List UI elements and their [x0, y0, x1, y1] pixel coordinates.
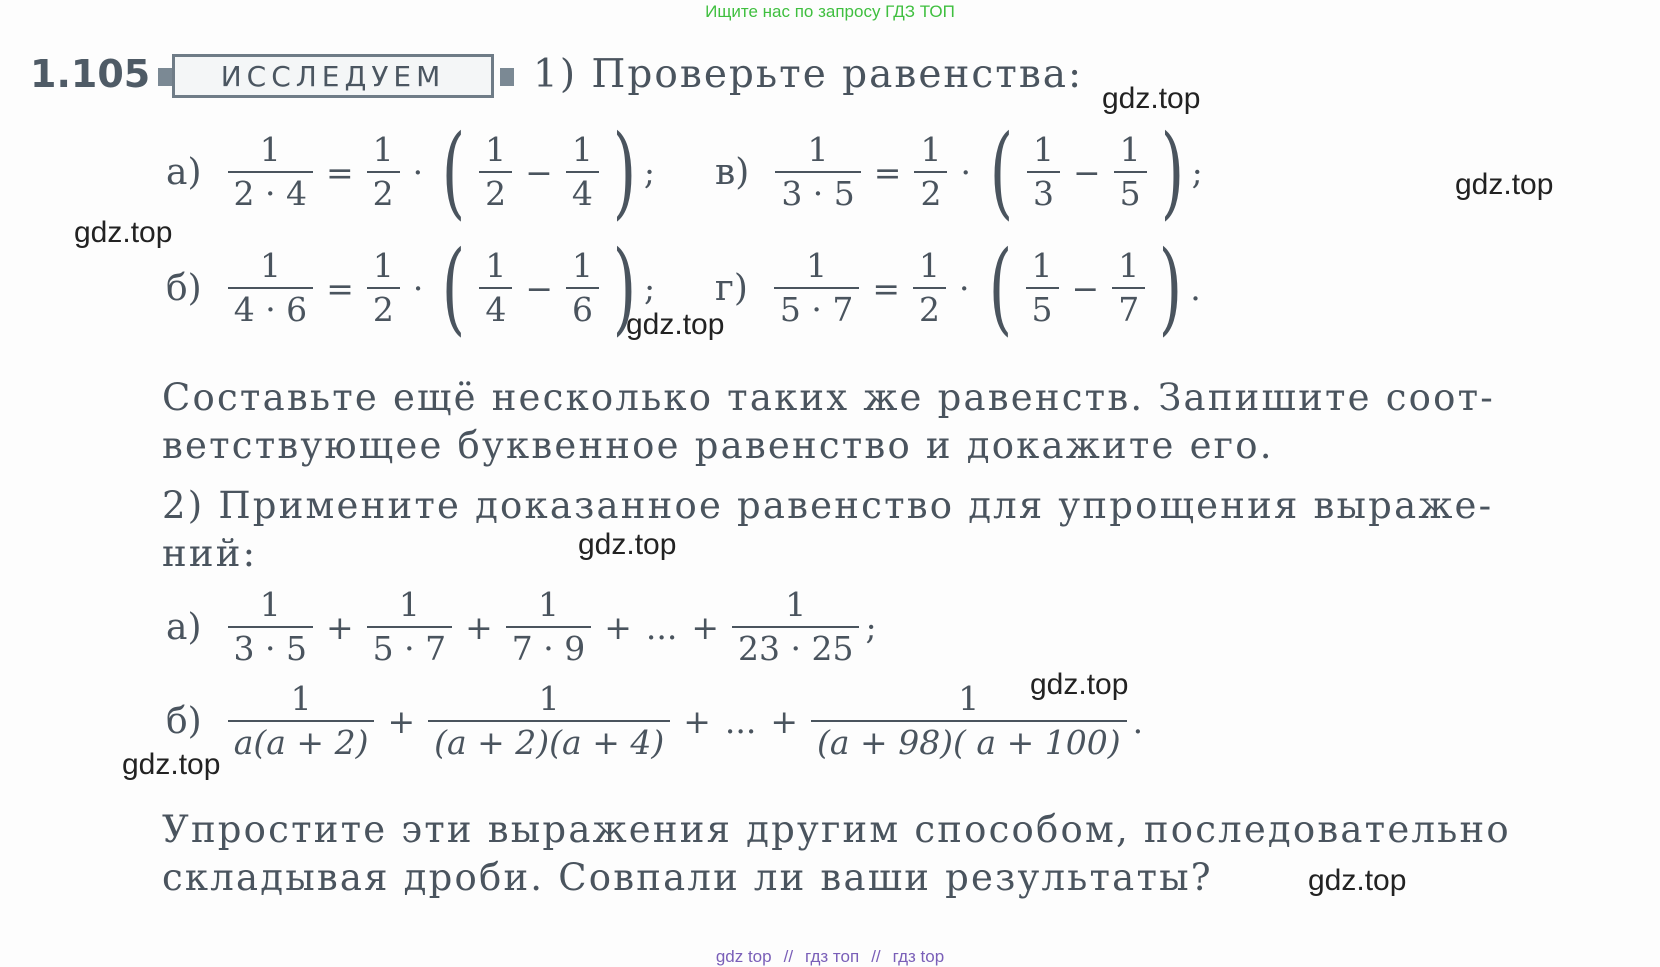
tag-left-square [158, 68, 172, 86]
bracket-group: ( $\frac{1}{3}$ − $\frac{1}{5}$ ) [989, 113, 1184, 230]
part2-heading-line2: ний: [162, 532, 258, 575]
fraction: $\frac{1}{3 \cdot 5}$ [775, 131, 860, 213]
equals-sign: = [873, 152, 902, 192]
fraction: $\frac{1}{5 \cdot 7}$ [367, 586, 452, 668]
footer-separator: // [871, 947, 881, 966]
paragraph-simplify-line1: Упростите эти выражения другим способом, последовательно [162, 808, 1511, 851]
item-letter: а) [166, 151, 202, 193]
watermark-text: gdz.top [1455, 168, 1554, 201]
minus-sign: − [1071, 268, 1100, 308]
fraction: $\frac{1}{7}$ [1112, 247, 1145, 329]
watermark-text: gdz.top [1030, 668, 1129, 701]
fraction: $\frac{1}{2}$ [367, 247, 400, 329]
footer-item: гдз топ [805, 947, 860, 966]
watermark-text: gdz.top [1308, 864, 1407, 897]
fraction: $\frac{1}{5}$ [1114, 131, 1147, 213]
plus-sign: + [770, 701, 799, 741]
sum-a [166, 586, 877, 668]
fraction: $\frac{1}{7 \cdot 9}$ [506, 586, 591, 668]
fraction: $\frac{1}{2 \cdot 4}$ [228, 131, 313, 213]
sum-b [166, 680, 1143, 762]
plus-sign: + [387, 701, 416, 741]
fraction: $\frac{1}{4}$ [479, 247, 512, 329]
watermark-text: gdz.top [1102, 82, 1201, 115]
item-letter: б) [166, 700, 202, 742]
minus-sign: − [1072, 152, 1101, 192]
punctuation: . [1190, 268, 1201, 308]
fraction: $\frac{1}{6}$ [566, 247, 599, 329]
plus-sign: + [691, 607, 720, 647]
punctuation: ; [644, 268, 656, 308]
minus-sign: − [525, 152, 553, 192]
item-letter: а) [166, 606, 202, 648]
equals-sign: = [325, 152, 354, 192]
plus-sign: + [325, 607, 354, 647]
item-letter: г) [715, 267, 748, 309]
fraction: $\frac{1}{(a + 98)( a + 100)}$ [811, 680, 1127, 762]
bracket-group: ( $\frac{1}{4}$ − $\frac{1}{6}$ ) [442, 229, 637, 346]
ellipsis: ... [645, 607, 678, 647]
item-letter: б) [166, 267, 202, 309]
plus-sign: + [465, 607, 493, 647]
item-letter: в) [715, 151, 750, 193]
equality-a [166, 113, 655, 230]
minus-sign: − [525, 268, 554, 308]
paragraph-compose-line1: Составьте ещё несколько таких же равенств. Запишите соот- [162, 376, 1495, 419]
equality-g [715, 229, 1201, 346]
equals-sign: = [872, 268, 901, 308]
dot-sign: · [412, 268, 424, 308]
watermark-text: gdz.top [626, 308, 725, 341]
equality-v [715, 113, 1203, 230]
bracket-group: ( $\frac{1}{2}$ − $\frac{1}{4}$ ) [441, 113, 637, 230]
fraction: $\frac{1}{2}$ [913, 247, 946, 329]
section-tag [172, 54, 494, 98]
bracket-group: ( $\frac{1}{5}$ − $\frac{1}{7}$ ) [988, 229, 1183, 346]
fraction: $\frac{1}{23 \cdot 25}$ [732, 586, 859, 668]
paragraph-compose-line2: ветствующее буквенное равенство и докажите его. [162, 424, 1274, 467]
footer-item: гдз top [892, 947, 945, 966]
dot-sign: · [412, 152, 424, 192]
fraction: $\frac{1}{a(a + 2)}$ [228, 680, 375, 762]
plus-sign: + [604, 607, 632, 647]
dot-sign: · [959, 268, 970, 308]
section-tag-label: ИССЛЕДУЕМ [220, 59, 446, 93]
fraction: $\frac{1}{2}$ [367, 131, 400, 213]
fraction: $\frac{1}{5}$ [1026, 247, 1059, 329]
fraction: $\frac{1}{3 \cdot 5}$ [228, 586, 313, 668]
punctuation: . [1132, 701, 1144, 741]
fraction: $\frac{1}{2}$ [914, 131, 947, 213]
plus-sign: + [683, 701, 711, 741]
watermark-banner: Ищите нас по запросу ГДЗ ТОП [705, 2, 955, 21]
fraction: $\frac{1}{(a + 2)(a + 4)}$ [428, 680, 670, 762]
watermark-text: gdz.top [122, 748, 221, 781]
fraction: $\frac{1}{4 \cdot 6}$ [228, 247, 313, 329]
footer-watermark [0, 947, 1660, 967]
ellipsis: ... [724, 701, 757, 741]
fraction: $\frac{1}{5 \cdot 7}$ [774, 247, 859, 329]
footer-separator: // [783, 947, 794, 966]
part1-heading: 1) Проверьте равенства: [533, 52, 1084, 97]
watermark-text: gdz.top [74, 216, 173, 249]
paragraph-simplify-line2: складывая дроби. Совпали ли ваши результаты? [162, 856, 1213, 899]
tag-right-square [500, 68, 514, 86]
fraction: $\frac{1}{3}$ [1027, 131, 1060, 213]
dot-sign: · [960, 152, 971, 192]
fraction: $\frac{1}{4}$ [566, 131, 599, 213]
watermark-text: gdz.top [578, 528, 677, 561]
part2-heading-line1: 2) Примените доказанное равенство для упрощения выраже- [162, 484, 1494, 527]
punctuation: ; [643, 152, 655, 192]
punctuation: ; [1191, 152, 1203, 192]
punctuation: ; [865, 607, 877, 647]
problem-number: 1.105 [30, 52, 151, 96]
footer-item: gdz top [715, 947, 772, 966]
fraction: $\frac{1}{2}$ [479, 131, 512, 213]
equality-b [166, 229, 656, 346]
equals-sign: = [326, 268, 354, 308]
